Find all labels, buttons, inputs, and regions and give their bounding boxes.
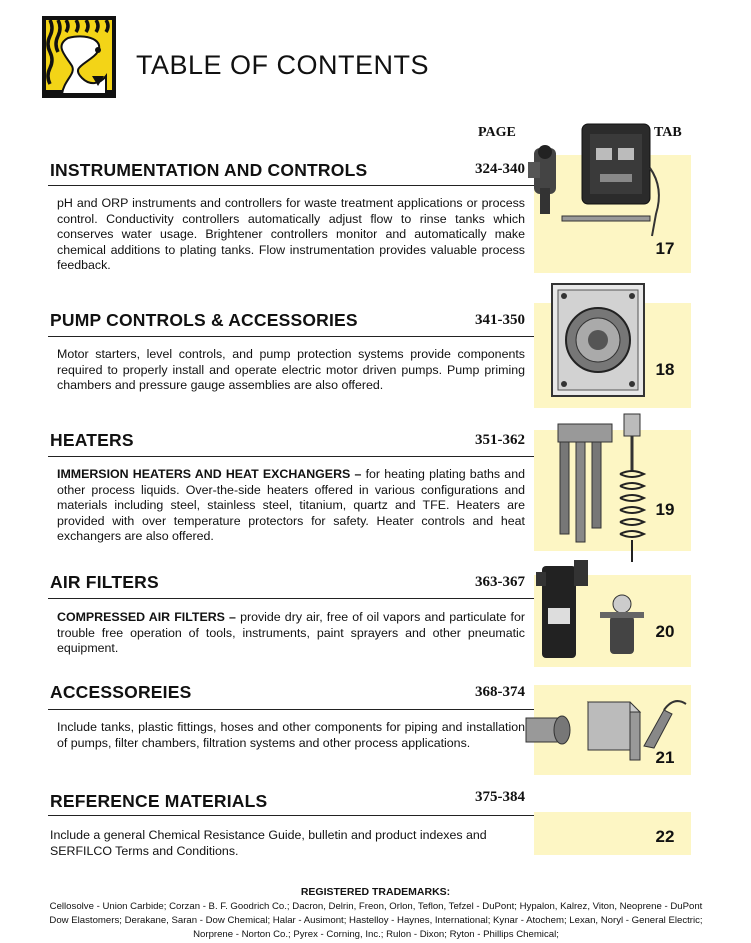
page-title: TABLE OF CONTENTS — [136, 50, 430, 80]
section-description-instrumentation: pH and ORP instruments and controllers for waste treatment applications or process control. Conductivity controllers automatically adjust flow to rinse tanks which conserves water usage. Brightener controllers monitor and automatically make chemical additions to plating tanks. Flow instrumentation provides valuable process feedback. — [57, 196, 525, 273]
section-divider — [48, 336, 534, 337]
controller-photo-icon — [524, 118, 664, 240]
section-description-reference: Include a general Chemical Resistance Guide, bulletin and product indexes and SERFILCO Terms and Conditions. — [50, 828, 487, 858]
section-divider — [48, 709, 534, 710]
immersion-heater-photo-icon — [550, 412, 660, 572]
section-divider — [48, 185, 534, 186]
section-title-instrumentation: INSTRUMENTATION AND CONTROLS — [50, 160, 368, 180]
section-title-air-filters: AIR FILTERS — [50, 572, 159, 592]
tab-number-21: 21 — [655, 748, 675, 767]
section-divider — [48, 815, 534, 816]
section-title-accessories: ACCESSOREIES — [50, 682, 192, 702]
section-divider — [48, 456, 534, 457]
tab-number-20: 20 — [655, 622, 675, 641]
section-divider — [48, 598, 534, 599]
section-title-reference: REFERENCE MATERIALS — [50, 791, 268, 811]
section-pages-accessories: 368-374 — [475, 684, 525, 700]
trademarks-text: Cellosolve - Union Carbide; Corzan - B. F. Goodrich Co.; Dacron, Delrin, Freon, Orlon, Teflon, Tefzel - DuPont; Hypalon, Kalrez, Viton, Neoprene - DuPont Dow Elastomers; Derakane, Saran - Dow Chemical; Halar - Ausimont; Hastelloy - Haynes, International; Kynar - Atochem; Lexan, Noryl - General Electric; Norprene - Norton Co.; Pyrex - Corning, Inc.; Rulon - Dixon; Ryton - Phillips Chemical; — [49, 901, 703, 940]
tab-number-19: 19 — [655, 500, 675, 519]
tab-number-18: 18 — [655, 360, 675, 379]
section-pages-reference: 375-384 — [475, 789, 525, 805]
section-title-heaters: HEATERS — [50, 430, 134, 450]
section-pages-instrumentation: 324-340 — [475, 161, 525, 177]
section-pages-air-filters: 363-367 — [475, 574, 525, 590]
pump-chamber-photo-icon — [546, 276, 650, 404]
tab-column-heading: TAB — [654, 125, 682, 140]
tab-number-17: 17 — [655, 239, 675, 258]
section-pages-pump-controls: 341-350 — [475, 312, 525, 328]
section-pages-heaters: 351-362 — [475, 432, 525, 448]
tab-number-22: 22 — [655, 827, 675, 846]
section-description-pump-controls: Motor starters, level controls, and pump protection systems provide components required to properly install and operate electric motor driven pumps. Pump priming chambers and pressure gauge assemblies are also offered. — [57, 347, 525, 393]
trademarks-heading: REGISTERED TRADEMARKS: — [300, 886, 451, 898]
page-column-heading: PAGE — [478, 125, 516, 140]
accessories-photo-icon — [522, 688, 690, 770]
section-title-pump-controls: PUMP CONTROLS & ACCESSORIES — [50, 310, 358, 330]
section-description-accessories: Include tanks, plastic fittings, hoses and other components for piping and installation of pumps, filter chambers, filtration systems and other process applications. — [57, 720, 525, 750]
air-filter-photo-icon — [530, 556, 654, 660]
serfilco-logo-icon — [42, 16, 116, 98]
section-description-air-filters: COMPRESSED AIR FILTERS – provide dry air, free of oil vapors and particulate for trouble free operation of tools, instruments, paint sprayers and other pneumatic equipment. — [57, 610, 526, 656]
section-description-heaters: IMMERSION HEATERS AND HEAT EXCHANGERS – for heating plating baths and other process liquids. Over-the-side heaters offered in various configurations and materials including steel, stainless steel, titanium, quartz and TFE. Heaters are provided with over temperature protectors for safety. Heater controls and heat exchangers are also offered. — [57, 467, 525, 544]
